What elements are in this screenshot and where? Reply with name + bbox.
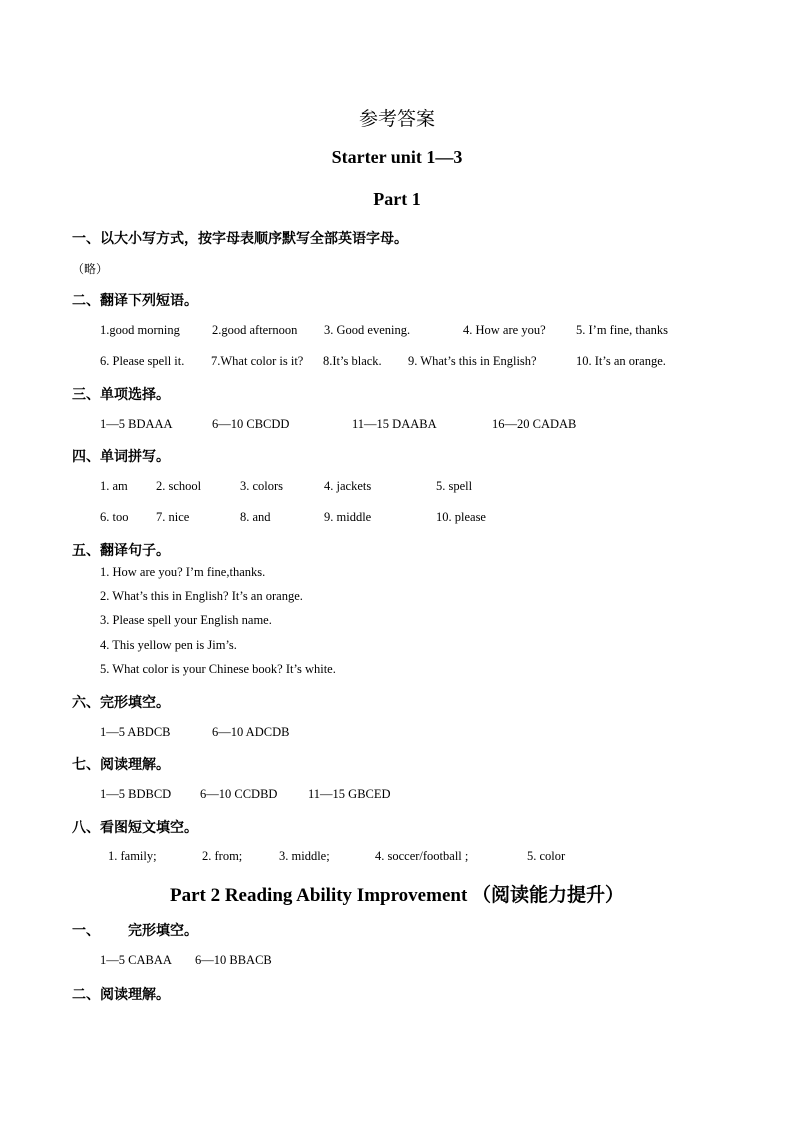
section-1-note: （略） xyxy=(72,262,109,276)
phrase-answer: 9. What’s this in English? xyxy=(408,354,537,368)
cloze-answer-group: 1—5 ABDCB xyxy=(100,725,171,739)
picture-fill-answer: 4. soccer/football ; xyxy=(375,849,469,863)
spelling-answer: 2. school xyxy=(156,479,202,493)
section-8-heading: 八、看图短文填空。 xyxy=(72,820,198,836)
spelling-answer: 5. spell xyxy=(436,479,473,493)
spelling-answer: 9. middle xyxy=(324,510,372,524)
section-2-heading: 二、翻译下列短语。 xyxy=(72,293,198,309)
section-4-heading: 四、单词拼写。 xyxy=(72,449,170,465)
sentence-answer: 1. How are you? I’m fine,thanks. xyxy=(100,565,266,579)
part2-cloze-answer-group: 1—5 CABAA xyxy=(100,953,172,967)
phrase-answer: 7.What color is it? xyxy=(211,354,304,368)
phrase-answer: 4. How are you? xyxy=(463,323,546,337)
reading-answer-group: 6—10 CCDBD xyxy=(200,787,278,801)
choice-answer-group: 1—5 BDAAA xyxy=(100,417,173,431)
picture-fill-answer: 5. color xyxy=(527,849,566,863)
picture-fill-answer: 3. middle; xyxy=(279,849,330,863)
section-7-heading: 七、阅读理解。 xyxy=(72,757,170,773)
section-6-heading: 六、完形填空。 xyxy=(72,695,170,711)
spelling-answer: 8. and xyxy=(240,510,271,524)
phrase-answer: 6. Please spell it. xyxy=(100,354,185,368)
part2-section-1-heading: 完形填空。 xyxy=(128,923,198,939)
section-3-heading: 三、单项选择。 xyxy=(72,387,170,403)
spelling-answer: 1. am xyxy=(100,479,128,493)
phrase-answer: 8.It’s black. xyxy=(323,354,382,368)
phrase-answer: 2.good afternoon xyxy=(212,323,298,337)
part2-section-2-heading: 二、阅读理解。 xyxy=(72,987,170,1003)
phrase-answer: 5. I’m fine, thanks xyxy=(576,323,668,337)
sentence-answer: 3. Please spell your English name. xyxy=(100,613,272,627)
spelling-answer: 4. jackets xyxy=(324,479,372,493)
spelling-answer: 7. nice xyxy=(156,510,190,524)
choice-answer-group: 6—10 CBCDD xyxy=(212,417,290,431)
choice-answer-group: 11—15 DAABA xyxy=(352,417,437,431)
picture-fill-answer: 2. from; xyxy=(202,849,243,863)
sentence-answer: 2. What’s this in English? It’s an orange. xyxy=(100,589,303,603)
picture-fill-answer: 1. family; xyxy=(108,849,157,863)
page-title-chinese: 参考答案 xyxy=(358,109,435,130)
phrase-answer: 1.good morning xyxy=(100,323,180,337)
section-1-heading: 一、以大小写方式，按字母表顺序默写全部英语字母。 xyxy=(72,231,408,247)
cloze-answer-group: 6—10 ADCDB xyxy=(212,725,290,739)
part1-title: Part 1 xyxy=(373,189,421,209)
part2-title: Part 2 Reading Ability Improvement （阅读能力提升） xyxy=(169,885,625,906)
spelling-answer: 10. please xyxy=(436,510,486,524)
reading-answer-group: 11—15 GBCED xyxy=(308,787,391,801)
phrase-answer: 3. Good evening. xyxy=(324,323,411,337)
phrase-answer: 10. It’s an orange. xyxy=(576,354,666,368)
spelling-answer: 3. colors xyxy=(240,479,284,493)
sentence-answer: 4. This yellow pen is Jim’s. xyxy=(100,638,237,652)
part2-cloze-answer-group: 6—10 BBACB xyxy=(195,953,272,967)
spelling-answer: 6. too xyxy=(100,510,129,524)
sentence-answer: 5. What color is your Chinese book? It’s white. xyxy=(100,662,336,676)
unit-title: Starter unit 1—3 xyxy=(331,147,463,167)
choice-answer-group: 16—20 CADAB xyxy=(492,417,577,431)
section-5-heading: 五、翻译句子。 xyxy=(72,543,170,559)
part2-section-1-number: 一、 xyxy=(72,923,100,939)
reading-answer-group: 1—5 BDBCD xyxy=(100,787,172,801)
